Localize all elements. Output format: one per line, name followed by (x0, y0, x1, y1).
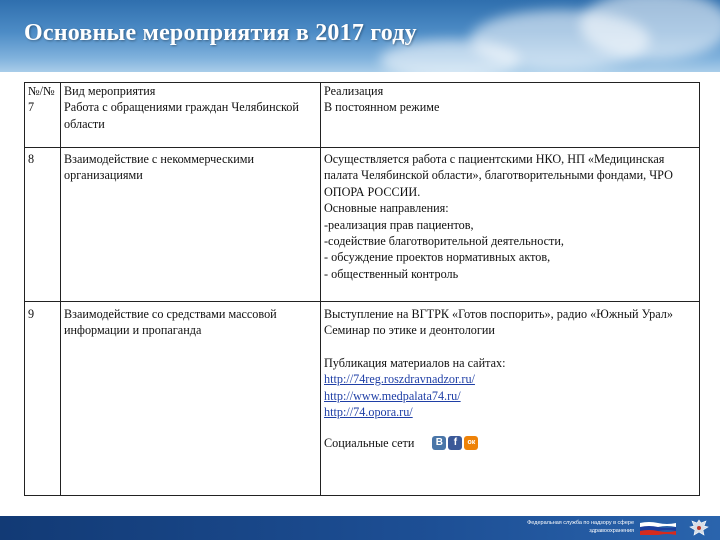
row-event-type: Взаимодействие с некоммерческими организациями (61, 147, 321, 301)
table-row (25, 147, 700, 301)
vk-icon[interactable]: В (432, 436, 446, 450)
link-roszdravnadzor[interactable]: http://74reg.roszdravnadzor.ru/ (324, 372, 475, 387)
facebook-icon[interactable]: f (448, 436, 462, 450)
realization-text: Основные направления: (324, 201, 449, 216)
eagle-emblem-icon (688, 518, 710, 538)
realization-text: -содействие благотворительной деятельности, (324, 233, 564, 248)
realization-text: -реализация прав пациентов, (324, 217, 474, 232)
row-number: 9 (25, 301, 61, 495)
social-networks-row (324, 430, 696, 456)
publication-title: Публикация материалов на сайтах: (324, 355, 506, 370)
realization-text: Осуществляется работа с пациентскими НКО, НП «Медицинская палата Челябинской области», благотворительными фондами, ЧРО ОПОРА РОССИИ. (324, 151, 673, 199)
slide-footer (0, 516, 720, 540)
realization-text: - общественный контроль (324, 266, 459, 281)
footer-organization: Федеральная служба по надзору в сфере здравоохранения (527, 520, 634, 534)
table-header-row (25, 83, 700, 100)
spacer (324, 420, 696, 430)
table-row (25, 99, 700, 147)
row-number: 7 (25, 99, 61, 147)
social-label: Социальные сети (324, 436, 415, 451)
row-event-type: Взаимодействие со средствами массовой информации и пропаганда (61, 301, 321, 495)
row-event-type: Работа с обращениями граждан Челябинской области (61, 99, 321, 147)
row-realization (321, 147, 700, 301)
spacer (324, 339, 696, 355)
row-number: 8 (25, 147, 61, 301)
header-event-type: Вид мероприятия (61, 83, 321, 100)
link-medpalata[interactable]: http://www.medpalata74.ru/ (324, 388, 461, 403)
row-realization (321, 301, 700, 495)
events-table (24, 82, 700, 496)
link-opora[interactable]: http://74.opora.ru/ (324, 404, 413, 419)
slide-header (0, 0, 720, 72)
table-row (25, 301, 700, 495)
realization-text: - обсуждение проектов нормативных актов, (324, 250, 551, 265)
row-realization (321, 99, 700, 147)
odnoklassniki-icon[interactable]: ок (464, 436, 478, 450)
slide-title: Основные мероприятия в 2017 году (24, 20, 417, 46)
realization-text: Семинар по этике и деонтологии (324, 323, 495, 338)
realization-text: Выступление на ВГТРК «Готов поспорить», радио «Южный Урал» (324, 306, 673, 321)
header-realization: Реализация (321, 83, 700, 100)
realization-text: В постоянном режиме (324, 100, 440, 115)
header-number: №/№ (25, 83, 61, 100)
russian-flag-icon (640, 522, 676, 535)
